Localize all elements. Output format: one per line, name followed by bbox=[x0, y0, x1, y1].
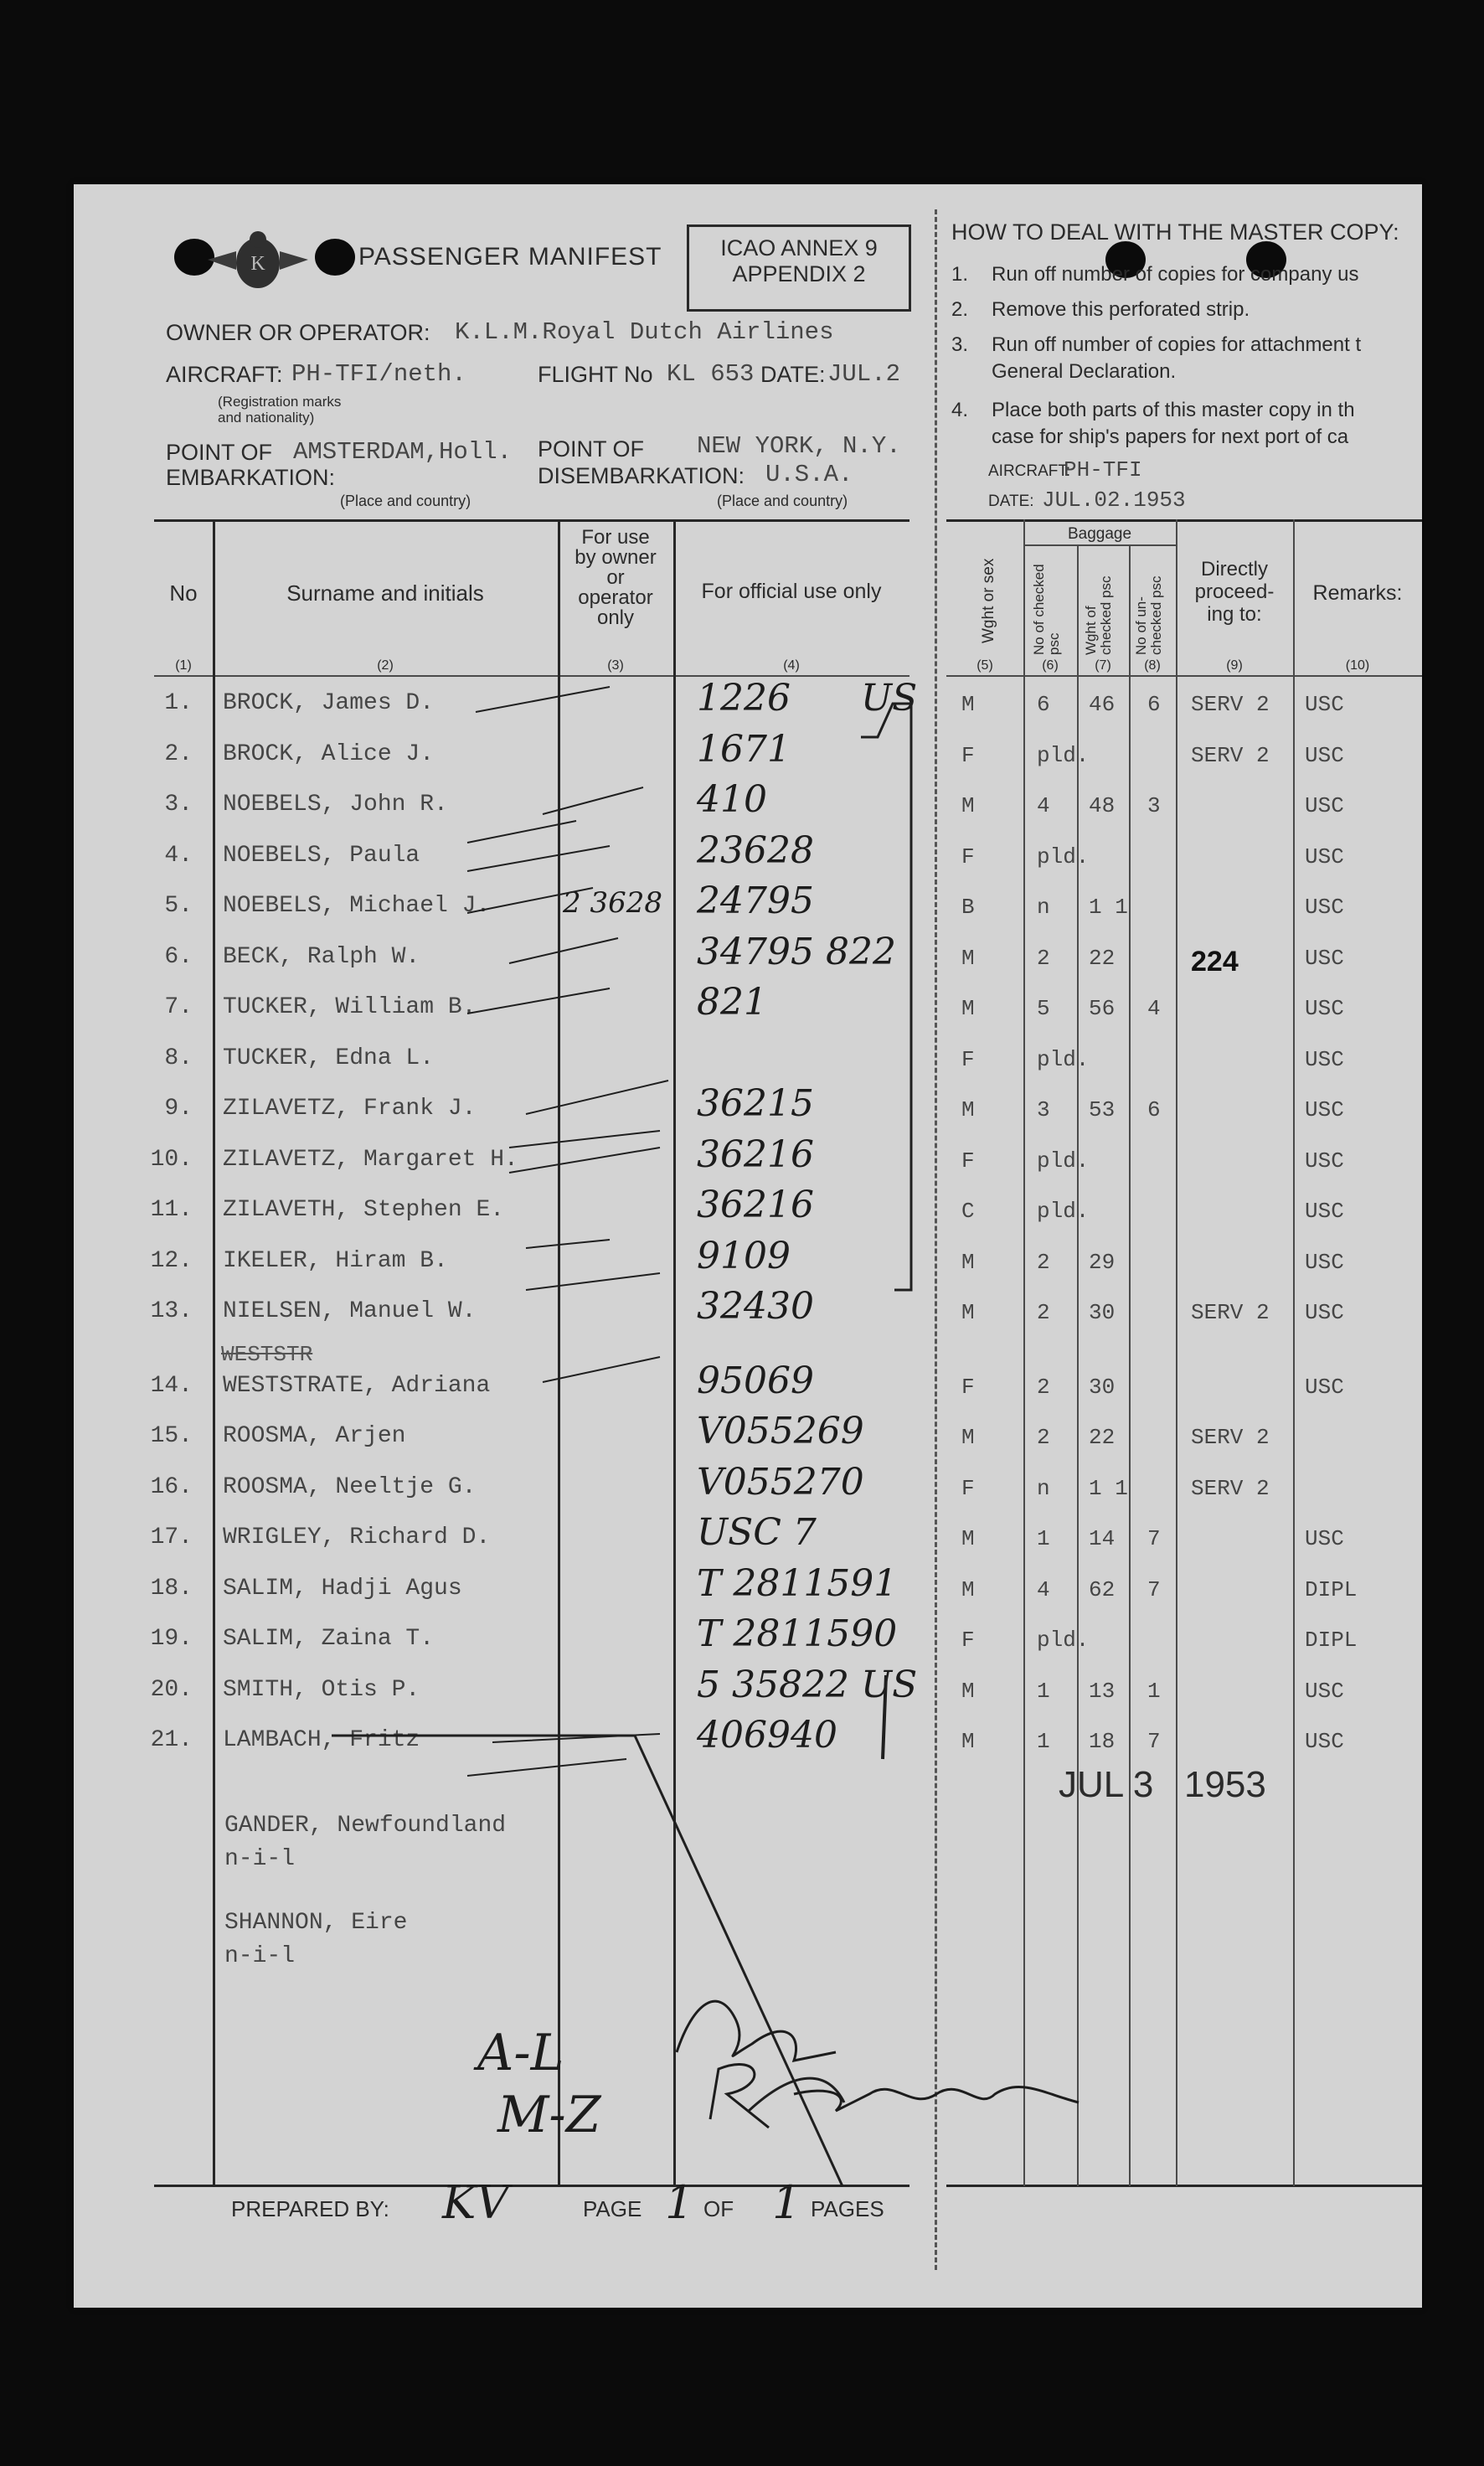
col-number: (7) bbox=[1095, 658, 1111, 673]
col-owner-header-line: operator bbox=[578, 586, 653, 609]
row-number: 17. bbox=[150, 1524, 193, 1550]
bag-unchecked-count: 6 bbox=[1147, 692, 1161, 717]
passenger-name: BROCK, James D. bbox=[223, 690, 435, 716]
remarks-value: USC bbox=[1305, 1097, 1344, 1122]
col-proceeding-header-line: Directly bbox=[1200, 558, 1268, 580]
date-label: DATE: bbox=[760, 362, 826, 387]
col-number: (8) bbox=[1144, 658, 1161, 673]
stop-gander bbox=[224, 1809, 506, 1876]
disembarkation-label-line: DISEMBARKATION: bbox=[538, 463, 745, 488]
official-use-value: 95069 bbox=[697, 1359, 814, 1402]
col-no-header: No bbox=[169, 580, 198, 606]
official-use-extra: US bbox=[861, 677, 918, 720]
row-number: 10. bbox=[150, 1147, 193, 1173]
bag-checked-count: 4 bbox=[1037, 793, 1050, 818]
sex-value: M bbox=[961, 793, 975, 818]
passenger-name: ZILAVETZ, Margaret H. bbox=[223, 1147, 518, 1173]
owner-label: OWNER OR OPERATOR: bbox=[166, 320, 430, 345]
col-bag-checked-no-header: No of checked psc bbox=[1031, 564, 1062, 655]
bag-checked-weight: 53 bbox=[1089, 1097, 1116, 1122]
bag-checked-count: 2 bbox=[1037, 1250, 1050, 1275]
official-use-value: 32430 bbox=[697, 1285, 814, 1328]
row-number: 1. bbox=[164, 690, 193, 716]
instruction-text: Remove this perforated strip. bbox=[992, 298, 1250, 321]
bag-unchecked-count: 7 bbox=[1147, 1729, 1161, 1754]
disembarkation-label-line: POINT OF bbox=[538, 436, 645, 462]
official-use-extra: US bbox=[861, 1664, 918, 1706]
remarks-value: USC bbox=[1305, 1250, 1344, 1275]
official-use-value: 36216 bbox=[697, 1133, 814, 1176]
manifest-sheet bbox=[74, 184, 1422, 2308]
remarks-value: USC bbox=[1305, 1300, 1344, 1325]
bag-checked-count: pld. bbox=[1037, 844, 1090, 869]
remarks-value: USC bbox=[1305, 844, 1344, 869]
bag-checked-weight: 1 1 bbox=[1089, 895, 1128, 920]
passenger-name: SMITH, Otis P. bbox=[223, 1677, 420, 1703]
col-number: (5) bbox=[976, 658, 993, 673]
bag-checked-weight: 18 bbox=[1089, 1729, 1116, 1754]
sex-value: M bbox=[961, 1729, 975, 1754]
sex-value: M bbox=[961, 692, 975, 717]
row-number: 11. bbox=[150, 1197, 193, 1223]
proceeding-to: SERV 2 bbox=[1191, 692, 1270, 717]
disembarkation-country: U.S.A. bbox=[765, 461, 853, 488]
embarkation-label-line: POINT OF bbox=[166, 440, 273, 465]
sex-value: M bbox=[961, 996, 975, 1021]
pages-label: PAGES bbox=[811, 2196, 884, 2221]
strip-aircraft-label: AIRCRAFT: bbox=[988, 462, 1071, 480]
col-baggage-header: Baggage bbox=[1067, 525, 1132, 543]
bag-checked-count: pld. bbox=[1037, 1199, 1090, 1224]
passenger-name: NOEBELS, John R. bbox=[223, 792, 448, 818]
col-owner-header-line: For use bbox=[581, 526, 650, 549]
remarks-value: USC bbox=[1305, 1679, 1344, 1704]
official-use-value: T 2811590 bbox=[697, 1612, 898, 1655]
stop-shannon bbox=[224, 1906, 407, 1973]
bag-unchecked-count: 7 bbox=[1147, 1577, 1161, 1602]
bag-unchecked-count: 6 bbox=[1147, 1097, 1161, 1122]
disembarkation-city: NEW YORK, N.Y. bbox=[697, 432, 901, 460]
remarks-value: DIPL bbox=[1305, 1577, 1358, 1602]
disembarkation-note: (Place and country) bbox=[717, 493, 848, 509]
col-name-header: Surname and initials bbox=[286, 580, 484, 606]
col-bag-checked-wt-header: Wght of checked psc bbox=[1083, 575, 1114, 655]
official-use-value: 1671 bbox=[697, 728, 791, 771]
passenger-name: ZILAVETZ, Frank J. bbox=[223, 1096, 477, 1122]
row-number: 6. bbox=[164, 944, 193, 970]
official-use-value: 9109 bbox=[697, 1235, 791, 1277]
official-use-value: 5 35822 bbox=[697, 1664, 849, 1706]
registration-note-line: (Registration marks bbox=[218, 394, 342, 410]
remarks-value: USC bbox=[1305, 895, 1344, 920]
passenger-name: NOEBELS, Michael J. bbox=[223, 893, 491, 919]
inspector-signature bbox=[660, 1968, 1095, 2136]
bag-checked-count: 2 bbox=[1037, 1425, 1050, 1450]
remarks-value: USC bbox=[1305, 1148, 1344, 1174]
passenger-name: ROOSMA, Arjen bbox=[223, 1423, 406, 1449]
bag-checked-count: 1 bbox=[1037, 1679, 1050, 1704]
col-number: (10) bbox=[1345, 658, 1370, 673]
bag-unchecked-count: 7 bbox=[1147, 1526, 1161, 1551]
bag-checked-count: 2 bbox=[1037, 946, 1050, 971]
col-remarks-header: Remarks: bbox=[1312, 581, 1403, 605]
row-number: 12. bbox=[150, 1248, 193, 1274]
row-number: 15. bbox=[150, 1423, 193, 1449]
of-value: 1 bbox=[772, 2176, 801, 2229]
passenger-name: ZILAVETH, Stephen E. bbox=[223, 1197, 505, 1223]
bag-checked-count: 5 bbox=[1037, 996, 1050, 1021]
embarkation-note: (Place and country) bbox=[340, 493, 471, 509]
instruction-text: Run off number of copies for attachment t bbox=[992, 333, 1362, 356]
row-number: 7. bbox=[164, 994, 193, 1020]
col-proceeding-header-line: proceed- bbox=[1194, 580, 1275, 603]
bag-checked-weight: 14 bbox=[1089, 1526, 1116, 1551]
row-number: 3. bbox=[164, 792, 193, 818]
row-number: 16. bbox=[150, 1474, 193, 1500]
bag-checked-weight: 29 bbox=[1089, 1250, 1116, 1275]
instruction-number: 2. bbox=[951, 298, 969, 321]
stop-place: GANDER, Newfoundland bbox=[224, 1813, 507, 1839]
bag-checked-count: 4 bbox=[1037, 1577, 1050, 1602]
col-owner-header-line: by owner bbox=[575, 546, 657, 569]
passenger-name: LAMBACH, Fritz bbox=[223, 1727, 420, 1753]
flight-value: KL 653 bbox=[667, 360, 755, 388]
row-number: 13. bbox=[150, 1298, 193, 1324]
bag-checked-weight: 56 bbox=[1089, 996, 1116, 1021]
sex-value: C bbox=[961, 1199, 975, 1224]
row-number: 4. bbox=[164, 843, 193, 869]
instruction-number: 3. bbox=[951, 333, 969, 356]
instruction-text: Place both parts of this master copy in th bbox=[992, 399, 1355, 421]
sex-value: M bbox=[961, 1300, 975, 1325]
col-proceeding-header-line: ing to: bbox=[1207, 603, 1262, 626]
remarks-value: USC bbox=[1305, 793, 1344, 818]
proceeding-to: 224 bbox=[1191, 946, 1239, 978]
col-number: (4) bbox=[783, 658, 800, 673]
instruction-text-cont: case for ship's papers for next port of ca bbox=[992, 426, 1349, 448]
bag-checked-weight: 30 bbox=[1089, 1375, 1116, 1400]
passenger-name: TUCKER, William B. bbox=[223, 994, 477, 1020]
row-number: 21. bbox=[150, 1727, 193, 1753]
svg-text:K: K bbox=[250, 253, 265, 275]
sex-value: M bbox=[961, 946, 975, 971]
bag-unchecked-count: 4 bbox=[1147, 996, 1161, 1021]
bag-checked-count: 2 bbox=[1037, 1375, 1050, 1400]
registration-note-line: and nationality) bbox=[218, 410, 315, 426]
official-use-value: 24795 bbox=[697, 880, 814, 922]
icao-annex: ICAO ANNEX 9 bbox=[720, 235, 878, 261]
col-owner-header-line: or bbox=[606, 566, 625, 589]
bag-checked-weight: 48 bbox=[1089, 793, 1116, 818]
bag-checked-count: pld. bbox=[1037, 743, 1090, 768]
bag-unchecked-count: 3 bbox=[1147, 793, 1161, 818]
owner-value: K.L.M.Royal Dutch Airlines bbox=[455, 318, 834, 346]
proceeding-to: SERV 2 bbox=[1191, 1425, 1270, 1450]
passenger-name: NIELSEN, Manuel W. bbox=[223, 1298, 477, 1324]
official-use-value: 34795 822 bbox=[697, 931, 896, 973]
sex-value: F bbox=[961, 743, 975, 768]
bag-checked-weight: 22 bbox=[1089, 1425, 1116, 1450]
date-value: JUL.2 bbox=[827, 360, 901, 388]
sex-value: M bbox=[961, 1679, 975, 1704]
passenger-name: WRIGLEY, Richard D. bbox=[223, 1524, 491, 1550]
remarks-value: USC bbox=[1305, 996, 1344, 1021]
row-number: 5. bbox=[164, 893, 193, 919]
remarks-value: USC bbox=[1305, 1526, 1344, 1551]
bag-checked-count: 2 bbox=[1037, 1300, 1050, 1325]
bag-checked-weight: 30 bbox=[1089, 1300, 1116, 1325]
bag-checked-count: 1 bbox=[1037, 1729, 1050, 1754]
remarks-value: USC bbox=[1305, 1375, 1344, 1400]
bag-checked-weight: 46 bbox=[1089, 692, 1116, 717]
bag-checked-count: pld. bbox=[1037, 1628, 1090, 1653]
passenger-name: SALIM, Zaina T. bbox=[223, 1626, 435, 1652]
bag-checked-weight: 62 bbox=[1089, 1577, 1116, 1602]
sex-value: M bbox=[961, 1577, 975, 1602]
bag-checked-count: 6 bbox=[1037, 692, 1050, 717]
row-number: 9. bbox=[164, 1096, 193, 1122]
stop-code: n-i-l bbox=[224, 1846, 296, 1872]
bag-checked-weight: 13 bbox=[1089, 1679, 1116, 1704]
col-weight-sex-header: Wght or sex bbox=[980, 558, 997, 643]
instruction-number: 1. bbox=[951, 263, 969, 286]
col-number: (9) bbox=[1226, 658, 1243, 673]
stop-place: SHANNON, Eire bbox=[224, 1910, 408, 1936]
row-number: 19. bbox=[150, 1626, 193, 1652]
col-bag-unchecked-header: No of un-checked psc bbox=[1133, 575, 1164, 655]
bag-unchecked-count: 1 bbox=[1147, 1679, 1161, 1704]
passenger-name: WESTSTRATE, Adriana bbox=[223, 1373, 491, 1399]
instruction-text: Run off number of copies for company us bbox=[992, 263, 1359, 286]
strip-aircraft-value: PH-TFI bbox=[1064, 457, 1142, 482]
date-stamp: JUL 3 1953 bbox=[1059, 1764, 1266, 1805]
remarks-value: USC bbox=[1305, 1047, 1344, 1072]
col-number: (6) bbox=[1042, 658, 1059, 673]
sex-value: F bbox=[961, 844, 975, 869]
official-use-value: 821 bbox=[697, 981, 767, 1024]
official-use-value: 410 bbox=[697, 778, 767, 821]
handwritten-note: A-L bbox=[477, 2024, 564, 2082]
embarkation-label-line: EMBARKATION: bbox=[166, 465, 336, 490]
passenger-name: BECK, Ralph W. bbox=[223, 944, 420, 970]
official-use-value: 36215 bbox=[697, 1082, 814, 1125]
official-use-value: USC 7 bbox=[697, 1511, 817, 1554]
col-number: (1) bbox=[175, 658, 192, 673]
instruction-text-cont: General Declaration. bbox=[992, 360, 1177, 383]
handwritten-note: M-Z bbox=[497, 2086, 601, 2144]
official-use-value: 406940 bbox=[697, 1714, 837, 1757]
official-use-value: V055269 bbox=[697, 1410, 864, 1452]
passenger-name: ROOSMA, Neeltje G. bbox=[223, 1474, 477, 1500]
prepared-by-label: PREPARED BY: bbox=[231, 2196, 389, 2221]
of-label: OF bbox=[703, 2196, 734, 2221]
form-title: PASSENGER MANIFEST bbox=[358, 243, 662, 271]
proceeding-to: SERV 2 bbox=[1191, 743, 1270, 768]
official-use-value: 36216 bbox=[697, 1184, 814, 1226]
col-number: (3) bbox=[607, 658, 624, 673]
aircraft-value: PH-TFI/neth. bbox=[291, 360, 466, 388]
sex-value: M bbox=[961, 1526, 975, 1551]
remarks-value: USC bbox=[1305, 1729, 1344, 1754]
struck-name: WESTSTR bbox=[221, 1342, 313, 1367]
sex-value: M bbox=[961, 1425, 975, 1450]
official-use-value: 1226 bbox=[697, 677, 791, 720]
official-use-value: T 2811591 bbox=[697, 1562, 898, 1605]
bag-checked-count: n bbox=[1037, 1476, 1050, 1501]
remarks-value: USC bbox=[1305, 946, 1344, 971]
row-number: 20. bbox=[150, 1677, 193, 1703]
col-owner-header-line: only bbox=[596, 606, 635, 629]
aircraft-label: AIRCRAFT: bbox=[166, 362, 283, 387]
embarkation-value: AMSTERDAM,Holl. bbox=[293, 438, 513, 466]
bag-checked-weight: 22 bbox=[1089, 946, 1116, 971]
instructions-title: HOW TO DEAL WITH THE MASTER COPY: bbox=[951, 219, 1399, 245]
stop-code: n-i-l bbox=[224, 1943, 296, 1969]
sex-value: F bbox=[961, 1476, 975, 1501]
bag-checked-count: 3 bbox=[1037, 1097, 1050, 1122]
proceeding-to: SERV 2 bbox=[1191, 1300, 1270, 1325]
official-use-value: 23628 bbox=[697, 829, 814, 872]
col-number: (2) bbox=[377, 658, 394, 673]
row-number: 14. bbox=[150, 1373, 193, 1399]
page-value: 1 bbox=[665, 2176, 694, 2229]
strip-date-value: JUL.02.1953 bbox=[1042, 488, 1186, 513]
sex-value: F bbox=[961, 1047, 975, 1072]
passenger-name: NOEBELS, Paula bbox=[223, 843, 420, 869]
prepared-by-value: KV bbox=[442, 2176, 509, 2229]
passenger-name: BROCK, Alice J. bbox=[223, 741, 435, 767]
row-number: 2. bbox=[164, 741, 193, 767]
page-label: PAGE bbox=[583, 2196, 642, 2221]
bag-checked-count: pld. bbox=[1037, 1148, 1090, 1174]
bag-checked-count: 1 bbox=[1037, 1526, 1050, 1551]
flight-label: FLIGHT No bbox=[538, 362, 653, 387]
remarks-value: USC bbox=[1305, 1199, 1344, 1224]
passenger-name: TUCKER, Edna L. bbox=[223, 1045, 435, 1071]
remarks-value: USC bbox=[1305, 743, 1344, 768]
col-official-header: For official use only bbox=[701, 580, 882, 603]
icao-appendix: APPENDIX 2 bbox=[732, 261, 866, 286]
owner-use-value: 2 3628 bbox=[563, 886, 662, 920]
bag-checked-count: pld. bbox=[1037, 1047, 1090, 1072]
passenger-name: IKELER, Hiram B. bbox=[223, 1248, 448, 1274]
bag-checked-count: n bbox=[1037, 895, 1050, 920]
sex-value: F bbox=[961, 1628, 975, 1653]
row-number: 8. bbox=[164, 1045, 193, 1071]
sex-value: M bbox=[961, 1097, 975, 1122]
bag-checked-weight: 1 1 bbox=[1089, 1476, 1128, 1501]
proceeding-to: SERV 2 bbox=[1191, 1476, 1270, 1501]
remarks-value: DIPL bbox=[1305, 1628, 1358, 1653]
official-use-value: V055270 bbox=[697, 1461, 864, 1504]
sex-value: B bbox=[961, 895, 975, 920]
instruction-number: 4. bbox=[951, 399, 969, 421]
sex-value: F bbox=[961, 1375, 975, 1400]
row-number: 18. bbox=[150, 1576, 193, 1602]
strip-date-label: DATE: bbox=[988, 493, 1034, 510]
sex-value: M bbox=[961, 1250, 975, 1275]
remarks-value: USC bbox=[1305, 692, 1344, 717]
passenger-name: SALIM, Hadji Agus bbox=[223, 1576, 462, 1602]
sex-value: F bbox=[961, 1148, 975, 1174]
